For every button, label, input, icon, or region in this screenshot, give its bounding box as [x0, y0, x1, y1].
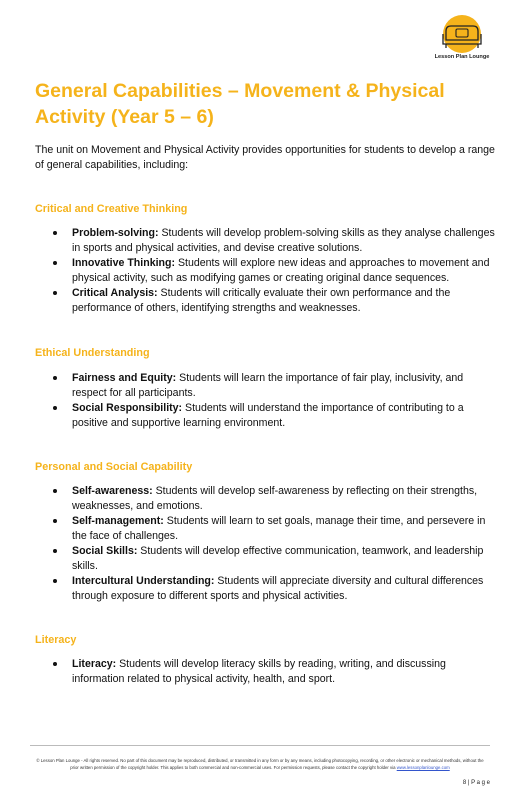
item-text: Students will critically evaluate their own performance and the performance of others, identifying strengths and weaknesses. [72, 287, 451, 314]
page-title: General Capabilities – Movement & Physical Activity (Year 5 – 6) [35, 80, 445, 128]
item-text: Students will develop problem-solving skills as they analyse challenges in sports and physical activities, and devise creative solutions. [72, 227, 495, 254]
bullet-icon [53, 291, 57, 295]
section-heading-critical-creative-thinking: Critical and Creative Thinking [35, 203, 188, 215]
ethical-understanding-list [52, 371, 497, 431]
item-term: Self-awareness: [72, 485, 153, 497]
bullet-icon [53, 519, 57, 523]
footer-copyright [32, 758, 488, 771]
logo-text: Lesson Plan Lounge [434, 54, 490, 60]
bullet-icon [53, 406, 57, 410]
item-text: Students will develop literacy skills by reading, writing, and discussing information related to physical activity, health, and sport. [72, 658, 446, 685]
list-item [52, 401, 497, 431]
bullet-icon [53, 231, 57, 235]
website-link[interactable]: www.lessonplanlounge.com [396, 764, 450, 770]
item-term: Self-management: [72, 515, 164, 527]
lounge-sofa-icon [434, 14, 490, 54]
section-heading-literacy: Literacy [35, 634, 77, 646]
bullet-icon [53, 261, 57, 265]
item-text: Students will learn to set goals, manage their time, and persevere in the face of challenges. [72, 515, 486, 542]
list-item [52, 286, 497, 316]
list-item [52, 657, 497, 687]
page-number: 8 | P a g e [462, 780, 490, 786]
list-item [52, 514, 497, 544]
item-term: Literacy: [72, 658, 117, 670]
item-term: Innovative Thinking: [72, 257, 175, 269]
item-text: Students will understand the importance of contributing to a positive and supportive learning environment. [72, 402, 464, 429]
item-term: Fairness and Equity: [72, 372, 177, 384]
critical-creative-thinking-list [52, 226, 497, 316]
personal-social-capability-list [52, 484, 497, 604]
item-text: Students will explore new ideas and approaches to movement and physical activity, such as modifying games or creating original dance sequences. [72, 257, 490, 284]
bullet-icon [53, 579, 57, 583]
item-term: Problem-solving: [72, 227, 159, 239]
item-term: Critical Analysis: [72, 287, 158, 299]
bullet-icon [53, 376, 57, 380]
bullet-icon [53, 549, 57, 553]
section-heading-ethical-understanding: Ethical Understanding [35, 347, 150, 359]
item-term: Intercultural Understanding: [72, 575, 215, 587]
list-item [52, 574, 497, 604]
item-text: Students will develop effective communication, teamwork, and leadership skills. [72, 545, 484, 572]
footer-divider [30, 745, 490, 746]
bullet-icon [53, 489, 57, 493]
intro-paragraph: The unit on Movement and Physical Activity provides opportunities for students to develop a range of general capabilities, including: [35, 144, 495, 171]
item-text: Students will develop self-awareness by reflecting on their strengths, weaknesses, and emotions. [72, 485, 478, 512]
item-term: Social Responsibility: [72, 402, 183, 414]
list-item [52, 256, 497, 286]
bullet-icon [53, 662, 57, 666]
item-term: Social Skills: [72, 545, 138, 557]
copyright-text: © Lesson Plan Lounge - All rights reserved. No part of this document may be reproduced, distributed, or transmitted in any form or by any means, including photocopying, recording, or other electronic or mechanical methods, without the prior written permission of the copyright holder. This applies to both commercial and non-commercial uses. For permission requests, please contact the copyright holder via [36, 758, 484, 770]
item-text: Students will learn the importance of fair play, inclusivity, and respect for all participants. [72, 372, 464, 399]
list-item [52, 371, 497, 401]
list-item [52, 544, 497, 574]
list-item [52, 226, 497, 256]
logo [430, 14, 494, 66]
literacy-list [52, 657, 497, 687]
item-text: Students will appreciate diversity and cultural differences through exposure to different sports and physical activities. [72, 575, 484, 602]
list-item [52, 484, 497, 514]
section-heading-personal-social-capability: Personal and Social Capability [35, 461, 193, 473]
